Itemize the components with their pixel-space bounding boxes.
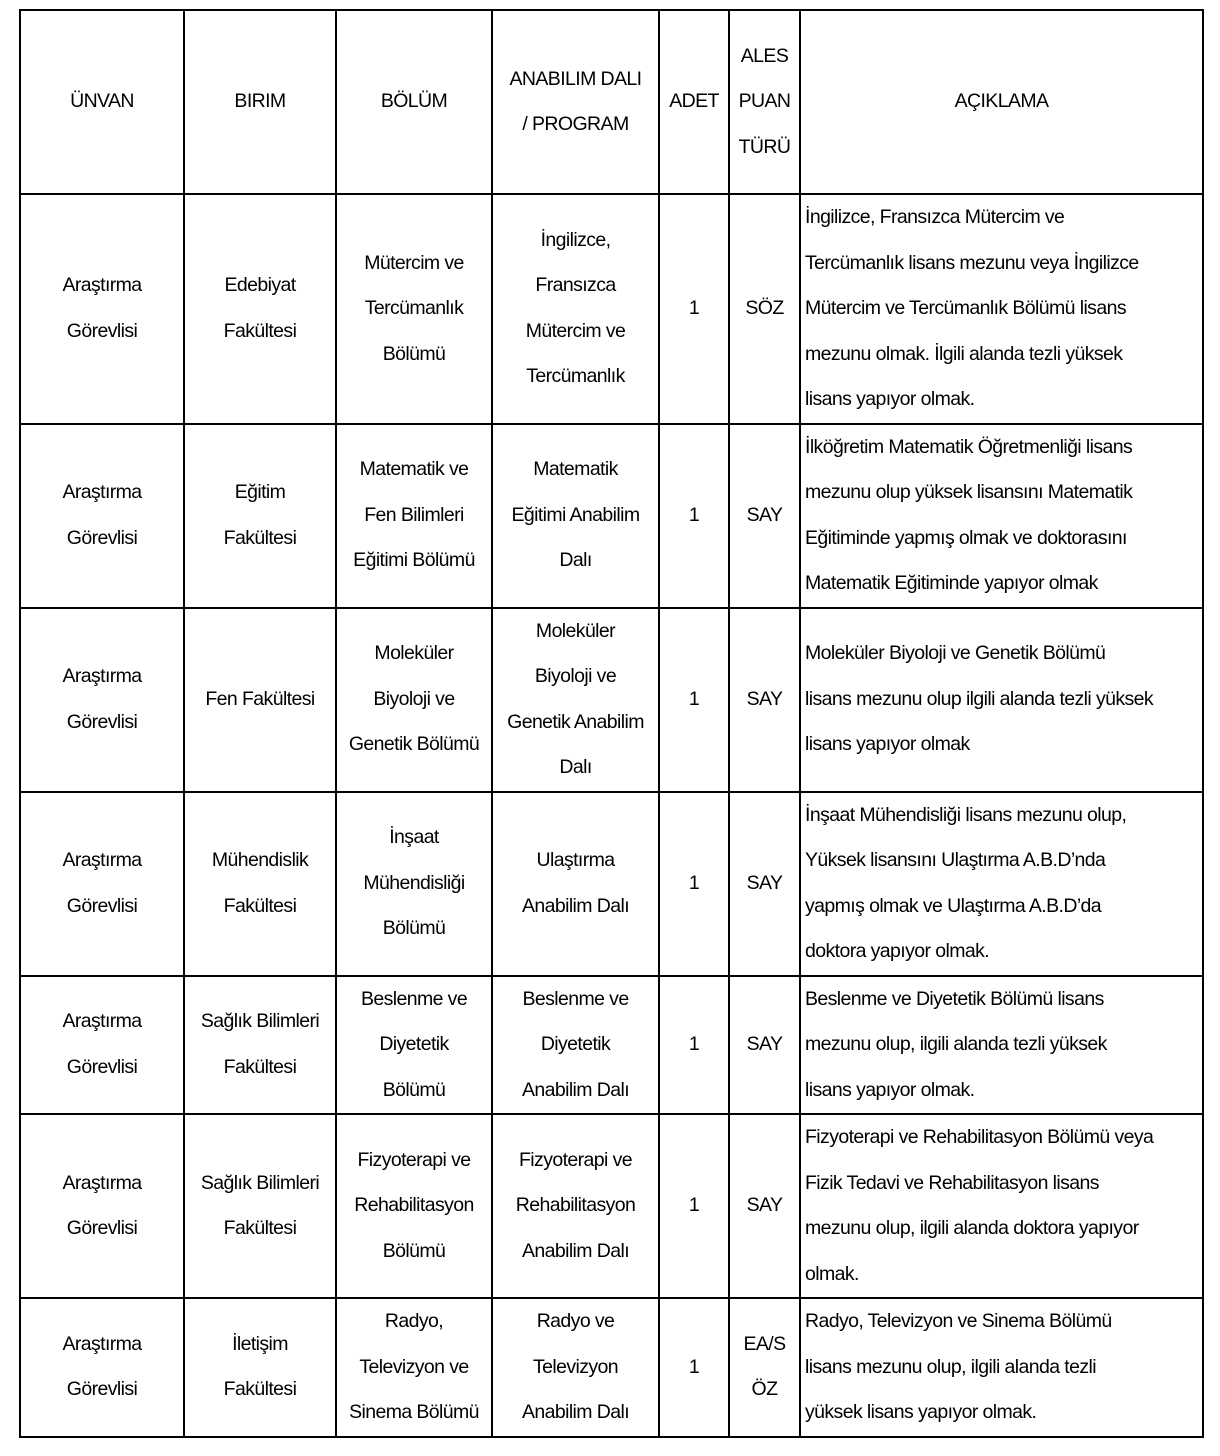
cell-adet: 1 xyxy=(659,792,729,976)
header-bolum: BÖLÜM xyxy=(336,10,492,194)
cell-unvan: Araştırma Görevlisi xyxy=(20,1298,184,1437)
cell-ales: SAY xyxy=(729,1114,800,1298)
cell-unvan: Araştırma Görevlisi xyxy=(20,976,184,1115)
cell-unvan: Araştırma Görevlisi xyxy=(20,424,184,608)
header-unvan: ÜNVAN xyxy=(20,10,184,194)
cell-aciklama: İngilizce, Fransızca Mütercim ve Tercümanlık lisans mezunu veya İngilizce Mütercim ve Tercümanlık Bölümü lisans mezunu olmak. İlgili alanda tezli yüksek lisans yapıyor olmak. xyxy=(800,194,1203,424)
cell-aciklama: Beslenme ve Diyetetik Bölümü lisans mezunu olup, ilgili alanda tezli yüksek lisans yapıyor olmak. xyxy=(800,976,1203,1115)
table-row xyxy=(20,792,1203,976)
header-birim: BIRIM xyxy=(184,10,336,194)
cell-bolum: Radyo, Televizyon ve Sinema Bölümü xyxy=(336,1298,492,1437)
header-anabilim-dali: ANABILIM DALI / PROGRAM xyxy=(492,10,659,194)
cell-unvan: Araştırma Görevlisi xyxy=(20,792,184,976)
cell-bolum: Beslenme ve Diyetetik Bölümü xyxy=(336,976,492,1115)
cell-unvan: Araştırma Görevlisi xyxy=(20,1114,184,1298)
cell-aciklama: İlköğretim Matematik Öğretmenliği lisans mezunu olup yüksek lisansını Matematik Eğitiminde yapmış olmak ve doktorasını Matematik Eğitiminde yapıyor olmak xyxy=(800,424,1203,608)
cell-aciklama: Moleküler Biyoloji ve Genetik Bölümü lisans mezunu olup ilgili alanda tezli yüksek lisans yapıyor olmak xyxy=(800,608,1203,792)
cell-birim: Fen Fakültesi xyxy=(184,608,336,792)
cell-birim: Sağlık Bilimleri Fakültesi xyxy=(184,1114,336,1298)
cell-aciklama: Radyo, Televizyon ve Sinema Bölümü lisans mezunu olup, ilgili alanda tezli yüksek lisans yapıyor olmak. xyxy=(800,1298,1203,1437)
cell-unvan: Araştırma Görevlisi xyxy=(20,608,184,792)
cell-anabilim: Fizyoterapi ve Rehabilitasyon Anabilim Dalı xyxy=(492,1114,659,1298)
table-row xyxy=(20,976,1203,1115)
cell-bolum: Moleküler Biyoloji ve Genetik Bölümü xyxy=(336,608,492,792)
cell-adet: 1 xyxy=(659,976,729,1115)
cell-unvan: Araştırma Görevlisi xyxy=(20,194,184,424)
table-row xyxy=(20,194,1203,424)
cell-adet: 1 xyxy=(659,608,729,792)
table-row xyxy=(20,1114,1203,1298)
table-row xyxy=(20,608,1203,792)
cell-ales: SAY xyxy=(729,792,800,976)
cell-birim: Eğitim Fakültesi xyxy=(184,424,336,608)
cell-anabilim: Beslenme ve Diyetetik Anabilim Dalı xyxy=(492,976,659,1115)
cell-bolum: Fizyoterapi ve Rehabilitasyon Bölümü xyxy=(336,1114,492,1298)
cell-bolum: Matematik ve Fen Bilimleri Eğitimi Bölümü xyxy=(336,424,492,608)
cell-birim: Edebiyat Fakültesi xyxy=(184,194,336,424)
cell-ales: SAY xyxy=(729,608,800,792)
cell-birim: İletişim Fakültesi xyxy=(184,1298,336,1437)
header-adet: ADET xyxy=(659,10,729,194)
cell-ales: EA/S ÖZ xyxy=(729,1298,800,1437)
table-row xyxy=(20,424,1203,608)
cell-adet: 1 xyxy=(659,424,729,608)
table-row xyxy=(20,1298,1203,1437)
cell-ales: SAY xyxy=(729,424,800,608)
cell-bolum: İnşaat Mühendisliği Bölümü xyxy=(336,792,492,976)
positions-table xyxy=(19,9,1204,1438)
cell-adet: 1 xyxy=(659,194,729,424)
cell-birim: Sağlık Bilimleri Fakültesi xyxy=(184,976,336,1115)
header-row xyxy=(20,10,1203,194)
cell-adet: 1 xyxy=(659,1114,729,1298)
cell-adet: 1 xyxy=(659,1298,729,1437)
cell-ales: SÖZ xyxy=(729,194,800,424)
cell-anabilim: Ulaştırma Anabilim Dalı xyxy=(492,792,659,976)
cell-aciklama: Fizyoterapi ve Rehabilitasyon Bölümü veya Fizik Tedavi ve Rehabilitasyon lisans mezunu olup, ilgili alanda doktora yapıyor olmak. xyxy=(800,1114,1203,1298)
cell-birim: Mühendislik Fakültesi xyxy=(184,792,336,976)
cell-anabilim: İngilizce, Fransızca Mütercim ve Tercümanlık xyxy=(492,194,659,424)
header-aciklama: AÇIKLAMA xyxy=(800,10,1203,194)
cell-anabilim: Matematik Eğitimi Anabilim Dalı xyxy=(492,424,659,608)
header-ales-puan-turu: ALES PUAN TÜRÜ xyxy=(729,10,800,194)
cell-aciklama: İnşaat Mühendisliği lisans mezunu olup, Yüksek lisansını Ulaştırma A.B.D’nda yapmış olmak ve Ulaştırma A.B.D’da doktora yapıyor olmak. xyxy=(800,792,1203,976)
cell-anabilim: Moleküler Biyoloji ve Genetik Anabilim Dalı xyxy=(492,608,659,792)
cell-ales: SAY xyxy=(729,976,800,1115)
cell-bolum: Mütercim ve Tercümanlık Bölümü xyxy=(336,194,492,424)
cell-anabilim: Radyo ve Televizyon Anabilim Dalı xyxy=(492,1298,659,1437)
